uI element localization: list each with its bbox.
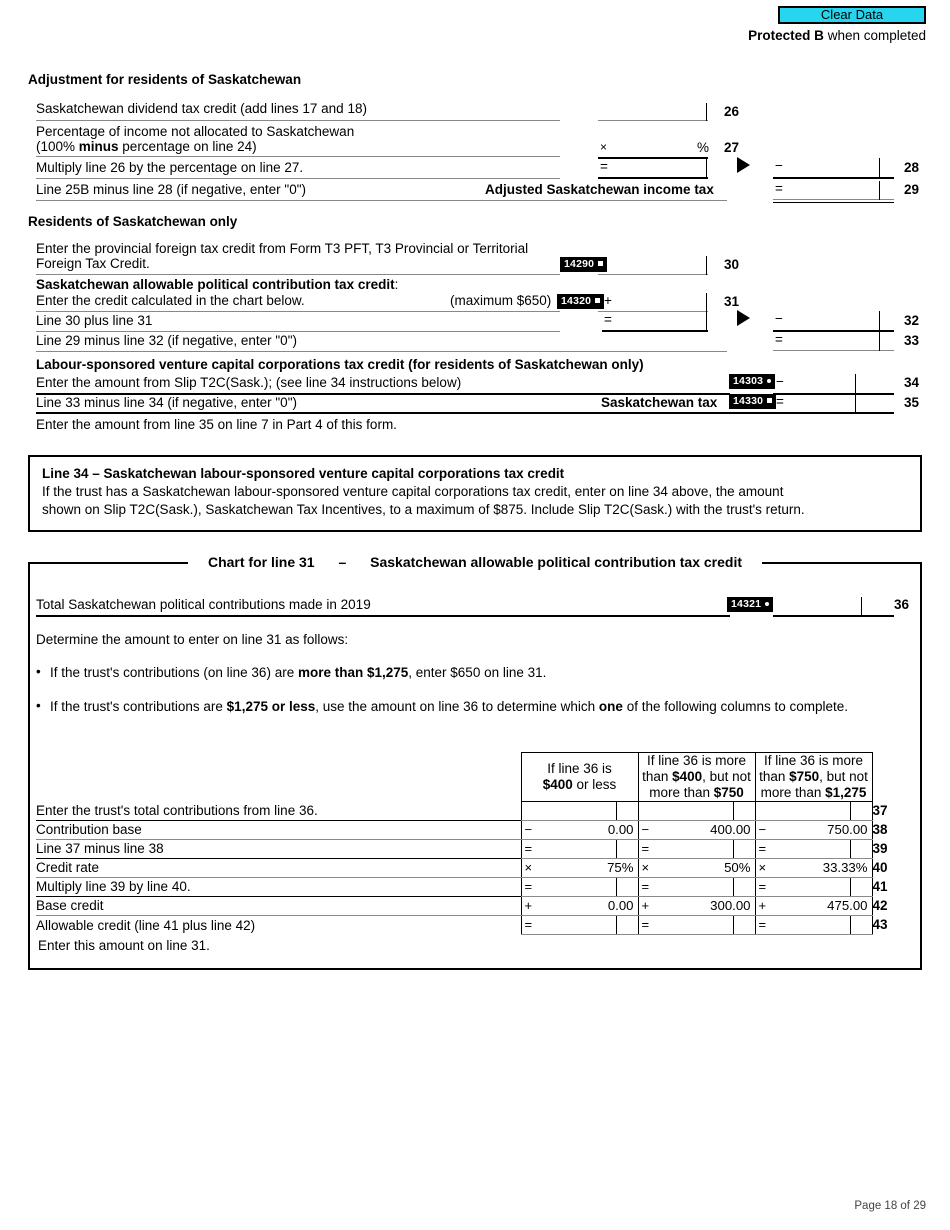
line-29-operator-equals: = [775,181,783,196]
line-26-number: 26 [724,104,740,119]
bullet-2-part-e: of the following columns to complete. [622,699,849,714]
line-34-instructions-box [28,455,922,532]
col3-post: , but not [819,768,868,784]
line-33-label: Line 29 minus line 32 (if negative, enter "0") [36,333,297,348]
bullet-2-part-a: If the trust's contributions are [50,699,227,714]
cell-operator: × [641,859,650,875]
value-cell[interactable] [521,915,616,934]
cents-cell[interactable] [733,915,755,934]
table-row [36,839,914,858]
page-footer: Page 18 of 29 [854,1200,926,1212]
line-26-cents-tick [706,103,707,121]
line-34-label: Enter the amount from Slip T2C(Sask.); (see line 34 instructions below) [36,375,462,390]
table-row [36,820,914,839]
value-cell[interactable] [638,820,755,839]
code-14290-box [560,257,607,272]
line-30-label-line2: Foreign Tax Credit. [36,256,150,271]
cell-operator: + [641,897,650,913]
line-33-operator-equals: = [775,332,783,347]
value-cell[interactable] [755,801,850,820]
line-27-label-part-c: percentage on line 24) [118,139,257,154]
line-31-operator-plus: + [604,293,612,308]
line-29-underline [36,200,727,201]
cell-value: 33.33% [822,859,868,875]
chart-title [30,554,920,570]
row-line-number: 41 [872,879,888,895]
line-30-number: 30 [724,257,740,272]
line-34-cents-tick [855,374,856,393]
value-cell[interactable] [638,801,733,820]
bullet-2-part-c: , use the amount on line 36 to determine which [315,699,599,714]
col3-line2 [756,769,872,785]
protected-b-label: Protected B [748,28,824,43]
line-36-label: Total Saskatchewan political contributions made in 2019 [36,597,371,612]
row-label: Enter the trust's total contributions from line 36. [36,803,318,819]
credit-calculation-table [36,752,914,935]
code-14290-text: 14290 [564,258,595,270]
cell-operator: = [524,840,533,856]
line-33-cents-tick [879,332,880,351]
col2-line1: If line 36 is more [646,753,747,768]
bullet-2-part-bold: $1,275 or less [226,699,316,714]
line-31-amount-rule [598,311,708,312]
line-34-instructions-title [42,466,908,481]
line-27-label-part-a: (100% [36,139,79,154]
value-cell[interactable] [638,839,733,858]
line-32-cents-tick-left [706,312,707,331]
line-36-number: 36 [894,597,910,612]
cell-operator: = [758,916,767,932]
line-31-number: 31 [724,294,740,309]
chart-title-part-a: Chart for line 31 [198,554,328,570]
line-31-maximum-label: (maximum $650) [450,293,552,308]
political-credit-bold-label [36,277,398,292]
line-32-right-rule [773,330,894,332]
cell-operator: = [758,878,767,894]
col3-line1: If line 36 is more [763,753,864,768]
line-30-label-line1: Enter the provincial foreign tax credit from Form T3 PFT, T3 Provincial or Territorial [36,241,529,256]
cents-cell[interactable] [616,877,638,896]
line-27-underline [36,156,560,157]
row-line-number: 43 [872,917,888,933]
line-29-cents-tick [879,181,880,200]
cents-cell[interactable] [616,839,638,858]
col2-line2 [639,769,755,785]
header-spacer [36,753,521,802]
political-credit-colon: : [394,277,399,292]
code-14321-text: 14321 [731,598,762,610]
line-27-amount-rule [598,157,708,159]
code-14320-box [557,294,604,309]
cell-operator: + [524,897,533,913]
code-14321-marker-icon [765,602,769,606]
line-27-operator: × [600,140,608,154]
protected-b-notice [748,28,926,43]
col3-bold: $750 [789,768,820,784]
line-30-amount-rule [598,274,708,275]
determine-amount-text: Determine the amount to enter on line 31 as follows: [36,632,349,647]
bullet-1-part-bold: more than $1,275 [297,665,409,680]
line-34-operator-minus: − [776,374,784,389]
carry-forward-arrow-32 [737,310,750,326]
column-header-3 [755,753,872,802]
line-36-underline [36,615,730,617]
line-29-double-rule [773,202,894,203]
line-35-number: 35 [904,395,920,410]
line-28-operator-minus: − [775,158,783,173]
cell-operator: + [758,897,767,913]
line-30-underline [36,274,560,275]
row-line-number: 42 [872,898,888,914]
code-14321-box [727,597,773,612]
code-14303-marker-icon [767,379,771,383]
line-34-instructions-body-1: If the trust has a Saskatchewan labour-sponsored venture capital corporations tax credit, enter on line 34 above, the amount [42,484,784,499]
cell-operator: = [524,916,533,932]
value-cell[interactable] [521,858,638,877]
header-lineno-spacer [872,753,914,802]
value-cell[interactable] [755,915,850,934]
cents-cell[interactable] [616,915,638,934]
cell-operator: − [524,821,533,837]
col2-bold: $400 [672,768,703,784]
chart-closing-note: Enter this amount on line 31. [38,938,210,953]
row-label: Credit rate [36,858,521,877]
bullet-1-marker-icon: • [36,664,41,679]
line-35-operator-equals: = [776,394,784,409]
cell-operator: − [758,821,767,837]
code-14330-box [729,394,776,409]
clear-data-button-wrap [778,6,926,24]
value-cell[interactable] [521,820,638,839]
clear-data-button[interactable]: Clear Data [778,6,926,24]
value-cell[interactable] [755,896,872,915]
protected-b-suffix: when completed [823,28,926,43]
line-35-label: Line 33 minus line 34 (if negative, enter "0") [36,395,297,410]
line-32-operator-equals: = [604,312,612,327]
cell-operator: = [641,878,650,894]
carry-forward-arrow-28 [737,157,750,173]
line-31-cents-tick [706,293,707,312]
lsvcc-closing-note: Enter the amount from line 35 on line 7 in Part 4 of this form. [36,417,397,432]
line-31-underline [36,311,560,312]
line-28-amount-rule [598,177,708,179]
value-cell[interactable] [638,915,733,934]
chart-title-dash: – [328,554,356,570]
line-28-number: 28 [904,160,920,175]
line-28-operator-equals: = [600,159,608,174]
line-33-underline [36,351,727,352]
column-header-1 [521,753,638,802]
col3-pre: than [759,768,790,784]
line-29-label: Line 25B minus line 28 (if negative, enter "0") [36,182,306,197]
line-28-cents-tick [879,158,880,178]
line-28-right-rule [773,177,894,179]
chart-title-part-b: Saskatchewan allowable political contribution tax credit [356,554,752,570]
cell-value: 50% [724,859,751,875]
cents-cell[interactable] [733,877,755,896]
line-27-label-line1: Percentage of income not allocated to Saskatchewan [36,124,355,139]
line-29-right-rule [773,199,894,200]
code-14303-text: 14303 [733,375,764,387]
cell-operator: = [758,840,767,856]
chart-bullet-1 [36,664,547,680]
adjusted-sask-income-tax-label: Adjusted Saskatchewan income tax [485,182,714,197]
cell-operator: × [524,859,533,875]
col2-l3bold: $750 [713,784,744,800]
line-28-label: Multiply line 26 by the percentage on line 27. [36,160,304,175]
note-title-dash: – [92,466,100,481]
cell-operator: = [524,878,533,894]
code-14290-marker-icon [598,261,603,266]
line-27-label-line2 [36,139,257,154]
line-27-number: 27 [724,140,740,155]
table-row [36,858,914,877]
value-cell[interactable] [755,877,850,896]
line-35-underline [36,412,894,414]
line-29-number: 29 [904,182,920,197]
line-26-label: Saskatchewan dividend tax credit (add lines 17 and 18) [36,101,367,116]
line-33-right-rule [773,350,894,351]
row-line-number: 39 [872,841,888,857]
line-32-number: 32 [904,313,920,328]
saskatchewan-tax-label: Saskatchewan tax [601,395,718,410]
row-label: Contribution base [36,820,521,839]
line-36-amount-rule [773,615,894,617]
cell-operator: = [641,840,650,856]
line-32-underline [36,331,560,332]
table-row [36,801,914,820]
cents-cell[interactable] [850,915,872,934]
value-cell[interactable] [638,858,755,877]
line-34-number: 34 [904,375,920,390]
bullet-2-part-one: one [598,699,623,714]
value-cell[interactable] [755,858,872,877]
cell-operator: × [758,859,767,875]
note-title-part-a: Line 34 [42,466,93,481]
residents-section-heading: Residents of Saskatchewan only [28,214,238,229]
line-26-amount-rule [598,120,708,121]
table-row [36,915,914,934]
line-31-label: Enter the credit calculated in the chart below. [36,293,305,308]
bullet-2-marker-icon: • [36,698,41,713]
bullet-1-part-c: , enter $650 on line 31. [408,665,547,680]
political-credit-bold-text: Saskatchewan allowable political contribution tax credit [36,277,395,292]
cell-value: 0.00 [607,821,634,837]
col1-line2 [522,777,638,793]
col2-post: , but not [702,768,751,784]
col3-l3pre: more than [760,784,826,800]
code-14330-text: 14330 [733,395,764,407]
lsvcc-section-heading: Labour-sponsored venture capital corporations tax credit (for residents of Saskatchewan only) [36,357,644,372]
cell-operator: = [641,916,650,932]
col3-line3 [756,785,872,801]
line-33-number: 33 [904,333,920,348]
cell-value: 400.00 [710,821,751,837]
cents-cell[interactable] [616,801,638,820]
table-header-row [36,753,914,802]
row-label: Allowable credit (line 41 plus line 42) [36,915,521,934]
cell-value: 475.00 [827,897,868,913]
line-35-cents-tick [855,394,856,413]
line-28-underline [36,178,560,179]
table-body [36,801,914,934]
chart-bullet-2 [36,698,849,714]
row-line-number: 40 [872,860,888,876]
cents-cell[interactable] [850,877,872,896]
row-label: Line 37 minus line 38 [36,839,521,858]
value-cell[interactable] [521,839,616,858]
cell-value: 0.00 [607,897,634,913]
note-title-part-b: Saskatchewan labour-sponsored venture capital corporations [99,466,505,481]
value-cell[interactable] [521,896,638,915]
col2-l3pre: more than [649,784,714,800]
value-cell[interactable] [521,877,616,896]
line-32-cents-tick [879,311,880,331]
line-26-underline [36,120,560,121]
line-34-right-rule [773,393,894,395]
adjustment-section-heading: Adjustment for residents of Saskatchewan [28,72,302,87]
code-14303-box [729,374,775,389]
cell-value: 300.00 [710,897,751,913]
table-row [36,896,914,915]
line-36-cents-tick [861,597,862,616]
value-cell[interactable] [521,801,616,820]
bullet-1-part-a: If the trust's contributions (on line 36) are [50,665,298,680]
cell-value: 750.00 [827,821,868,837]
row-line-number: 37 [872,803,888,819]
code-14330-marker-icon [767,398,772,403]
line-30-cents-tick [706,256,707,275]
col1-rest: or less [572,776,617,792]
row-line-number: 38 [872,822,888,838]
col1-bold: $400 [542,776,573,792]
cents-cell[interactable] [733,839,755,858]
col1-line1: If line 36 is [547,760,612,776]
col2-line3 [639,785,755,801]
line-32-operator-minus: − [775,311,783,326]
col2-pre: than [642,768,673,784]
line-27-label-part-bold: minus [78,139,119,154]
value-cell[interactable] [755,839,850,858]
value-cell[interactable] [638,877,733,896]
cents-cell[interactable] [850,839,872,858]
code-14320-text: 14320 [561,295,592,307]
line-32-amount-rule [602,330,708,332]
line-32-label: Line 30 plus line 31 [36,313,153,328]
column-header-2 [638,753,755,802]
cents-cell[interactable] [850,801,872,820]
col3-l3bold: $1,275 [825,784,867,800]
line-27-percent-sign: % [697,140,710,155]
row-label: Multiply line 39 by line 40. [36,877,521,896]
line-34-instructions-body-2: shown on Slip T2C(Sask.), Saskatchewan Tax Incentives, to a maximum of $875. Include Slip T2C(Sask.) with the trust's return. [42,502,805,518]
chart-title-text [188,554,762,570]
note-title-part-c: tax credit [504,466,565,481]
table-row [36,877,914,896]
value-cell[interactable] [755,820,872,839]
value-cell[interactable] [638,896,755,915]
line-28-cents-tick-left [706,159,707,178]
cell-value: 75% [607,859,634,875]
code-14320-marker-icon [595,298,600,303]
cents-cell[interactable] [733,801,755,820]
cell-operator: − [641,821,650,837]
row-label: Base credit [36,896,521,915]
